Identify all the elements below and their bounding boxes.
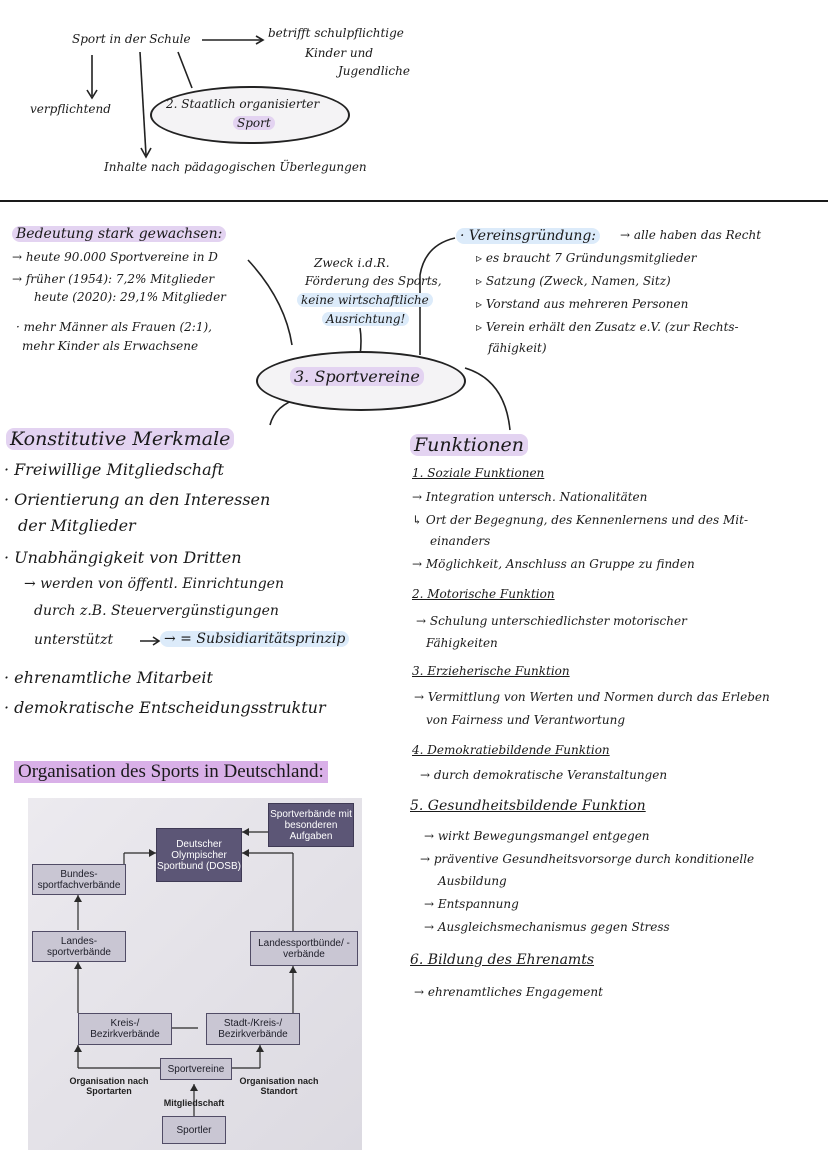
zweck-line-1: Zweck i.d.R.: [314, 256, 390, 270]
verein-line-3: ▹ Vorstand aus mehreren Personen: [476, 297, 689, 311]
f1-d: → Möglichkeit, Anschluss an Gruppe zu finden: [412, 557, 695, 571]
f1-a: → Integration untersch. Nationalitäten: [412, 490, 648, 504]
text-verpflichtend: verpflichtend: [30, 102, 111, 116]
org-label-mitglied: Mitgliedschaft: [163, 1098, 225, 1108]
org-besondere: Sportverbände mit besonderen Aufgaben: [268, 803, 354, 847]
org-label-standort: Organisation nach Standort: [239, 1076, 319, 1096]
f3-b: von Fairness und Verantwortung: [426, 713, 626, 727]
verein-line-2: ▹ Satzung (Zweck, Namen, Sitz): [476, 274, 671, 288]
line-to-oval-2: [178, 52, 192, 88]
f5-b: → präventive Gesundheitsvorsorge durch konditionelle: [420, 852, 755, 866]
bedeutung-title-text: Bedeutung stark gewachsen:: [12, 226, 226, 242]
org-bundes: Bundes-sportfachverbände: [32, 864, 126, 895]
f5-c: Ausbildung: [438, 874, 507, 888]
oval-staatlich-line2: [233, 116, 275, 130]
merkmale-3d: unterstützt: [34, 632, 114, 648]
text-kinder: Kinder und: [305, 46, 374, 60]
text-jugendliche: Jugendliche: [338, 64, 410, 78]
merkmale-4: · ehrenamtliche Mitarbeit: [4, 668, 213, 687]
oval-sportvereine-text: 3. Sportvereine: [290, 367, 424, 386]
merkmale-3e-text: → = Subsidiaritätsprinzip: [160, 631, 349, 647]
verein-title: [456, 228, 600, 244]
org-landesfach: Landes-sportverbände: [32, 931, 126, 962]
merkmale-2b: der Mitglieder: [18, 516, 136, 535]
text-inhalte: Inhalte nach pädagogischen Überlegungen: [104, 160, 367, 174]
f5-title: 5. Gesundheitsbildende Funktion: [410, 798, 646, 814]
f5-e: → Ausgleichsmechanismus gegen Stress: [424, 920, 670, 934]
bedeutung-line-3: heute (2020): 29,1% Mitglieder: [34, 290, 226, 304]
f1-title: 1. Soziale Funktionen: [412, 466, 545, 480]
f3-a: → Vermittlung von Werten und Normen durch das Erleben: [414, 690, 770, 704]
f5-d: → Entspannung: [424, 897, 519, 911]
f2-b: Fähigkeiten: [426, 636, 498, 650]
f2-title: 2. Motorische Funktion: [412, 587, 555, 601]
merkmale-3e: [160, 631, 349, 647]
oval-staatlich-line2-text: Sport: [233, 116, 275, 130]
zweck-line-4-text: Ausrichtung!: [322, 312, 409, 326]
verein-line-1: ▹ es braucht 7 Gründungsmitglieder: [476, 251, 697, 265]
oval-sportvereine-label: [290, 367, 424, 386]
org-label-sportarten: Organisation nach Sportarten: [69, 1076, 149, 1096]
bedeutung-line-1: → heute 90.000 Sportvereine in D: [12, 250, 218, 264]
org-stadt: Stadt-/Kreis-/ Bezirkverbände: [206, 1013, 300, 1045]
f3-title: 3. Erzieherische Funktion: [412, 664, 570, 678]
funktionen-title: [410, 434, 528, 456]
merkmale-5: · demokratische Entscheidungsstruktur: [4, 698, 326, 717]
oval-staatlich-line1: 2. Staatlich organisierter: [166, 97, 320, 111]
bedeutung-line-2: → früher (1954): 7,2% Mitglieder: [12, 272, 215, 286]
org-kreis: Kreis-/ Bezirkverbände: [78, 1013, 172, 1045]
org-dosb: Deutscher Olympischer Sportbund (DOSB): [156, 828, 242, 882]
f2-a: → Schulung unterschiedlichster motorischer: [416, 614, 687, 628]
zweck-line-3-text: keine wirtschaftliche: [297, 293, 433, 307]
org-title: Organisation des Sports in Deutschland:: [14, 761, 328, 783]
merkmale-2a: · Orientierung an den Interessen: [4, 490, 271, 509]
bedeutung-line-5: mehr Kinder als Erwachsene: [22, 339, 199, 353]
arrow-to-inhalte: [140, 52, 146, 155]
merkmale-1: · Freiwillige Mitgliedschaft: [4, 460, 224, 479]
node-sport-schule: Sport in der Schule: [72, 32, 191, 46]
merkmale-title: [6, 428, 234, 450]
org-diagram-photo: [28, 798, 362, 1150]
f6-a: → ehrenamtliches Engagement: [414, 985, 603, 999]
bedeutung-line-4: · mehr Männer als Frauen (2:1),: [16, 320, 212, 334]
line-funktionen: [465, 368, 510, 430]
f1-b: ↳ Ort der Begegnung, des Kennenlernens und des Mit-: [412, 513, 748, 527]
verein-title-text: · Vereinsgründung:: [456, 228, 600, 244]
verein-line-4: ▹ Verein erhält den Zusatz e.V. (zur Rechts-: [476, 320, 739, 334]
zweck-line-4: [322, 312, 409, 326]
funktionen-title-text: Funktionen: [410, 434, 528, 456]
f6-title: 6. Bildung des Ehrenamts: [410, 952, 595, 968]
bedeutung-title: [12, 226, 226, 242]
merkmale-3b: → werden von öffentl. Einrichtungen: [24, 576, 284, 592]
f1-c: einanders: [430, 534, 491, 548]
f5-a: → wirkt Bewegungsmangel entgegen: [424, 829, 650, 843]
oval-staatlich: [150, 86, 350, 144]
merkmale-3c: durch z.B. Steuervergünstigungen: [34, 603, 279, 619]
org-vereine: Sportvereine: [160, 1058, 232, 1080]
zweck-line-2: Förderung des Sports,: [305, 274, 442, 288]
line-bedeutung: [248, 260, 292, 345]
org-landessport: Landessportbünde/ -verbände: [250, 931, 358, 966]
merkmale-title-text: Konstitutive Merkmale: [6, 428, 234, 450]
text-betrifft: betrifft schulpflichtige: [268, 26, 404, 40]
merkmale-3a: · Unabhängigkeit von Dritten: [4, 548, 242, 567]
verein-line-5: fähigkeit): [488, 341, 547, 355]
verein-title-tail: → alle haben das Recht: [620, 228, 762, 242]
org-sportler: Sportler: [162, 1116, 226, 1144]
f4-a: → durch demokratische Veranstaltungen: [420, 768, 668, 782]
f4-title: 4. Demokratiebildende Funktion: [412, 743, 610, 757]
zweck-line-3: [297, 293, 433, 307]
